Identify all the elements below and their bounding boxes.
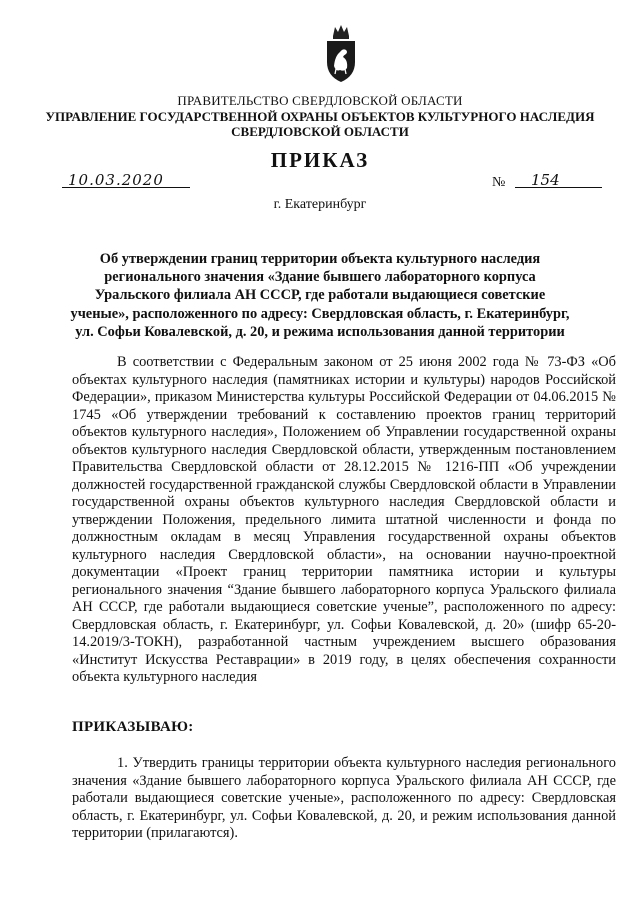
subject-line-4: ученые», расположенного по адресу: Свердловская область, г. Екатеринбург, [70,305,570,322]
decree-heading: ПРИКАЗЫВАЮ: [72,719,194,735]
number-sign: № [492,175,506,190]
government-name: ПРАВИТЕЛЬСТВО СВЕРДЛОВСКОЙ ОБЛАСТИ [177,93,463,108]
order-item-1: 1. Утвердить границы территории объекта культурного наследия регионального значения «Здание бывшего лабораторного корпуса Уральского филиала АН СССР, где работали выдающиеся советские ученые», расположенного по адресу: Свердловская область, г. Екатеринбург, ул. Софьи Ковалевской, д. 20, и режим использования данной территории (прилагаются). [72,755,616,841]
order-subject [40,250,600,341]
department-line-2: СВЕРДЛОВСКОЙ ОБЛАСТИ [231,124,409,139]
subject-line-5: ул. Софьи Ковалевской, д. 20, и режима использования данной территории [75,323,565,340]
coat-of-arms-icon [324,22,358,84]
order-date: 10.03.2020 [62,172,190,188]
document-type-title: ПРИКАЗ [270,148,370,172]
subject-line-2: регионального значения «Здание бывшего лабораторного корпуса [104,269,536,286]
issue-city: г. Екатеринбург [273,197,367,212]
subject-line-1: Об утверждении границ территории объекта культурного наследия [99,251,541,267]
preamble-paragraph: В соответствии с Федеральным законом от 25 июня 2002 года № 73-ФЗ «Об объектах культурного наследия (памятниках истории и культуры) народов Российской Федерации», приказом Министерства культуры Российской Федерации от 04.06.2015 № 1745 «Об утверждении требований к составлению проектов границ территорий объектов культурного наследия», Положением об Управлении государственной охраны объектов культурного наследия Свердловской области, утвержденным постановлением Правительства Свердловской области от 28.12.2015 № 1216-ПП «Об учреждении должностей государственной гражданской службы Свердловской области в Управлении государственной охраны объектов культурного наследия Свердловской области и утверждении Положения, предельного лимита штатной численности и фонда по должностным окладам в месяц Управления государственной охраны объектов культурного наследия Свердловской области», на основании научно-проектной документации «Проект границ территории памятника истории и культуры регионального значения “Здание бывшего лабораторного корпуса Уральского филиала АН СССР, где работали выдающиеся советские ученые”, расположенного по адресу: Свердловская область, г. Екатеринбург, ул. Софьи Ковалевской, д. 20» (шифр 65-20-14.2019/3-ТОКН), разработанной частным учреждением высшего образования «Институт Искусства Реставрации» в 2019 году, в целях обеспечения сохранности объекта культурного наследия [72,354,616,685]
department-line-1: УПРАВЛЕНИЕ ГОСУДАРСТВЕННОЙ ОХРАНЫ ОБЪЕКТОВ КУЛЬТУРНОГО НАСЛЕДИЯ [45,109,595,124]
department-name [40,109,600,139]
order-number: 154 [515,172,602,188]
subject-line-3: Уральского филиала АН СССР, где работали выдающиеся советские [94,287,546,304]
